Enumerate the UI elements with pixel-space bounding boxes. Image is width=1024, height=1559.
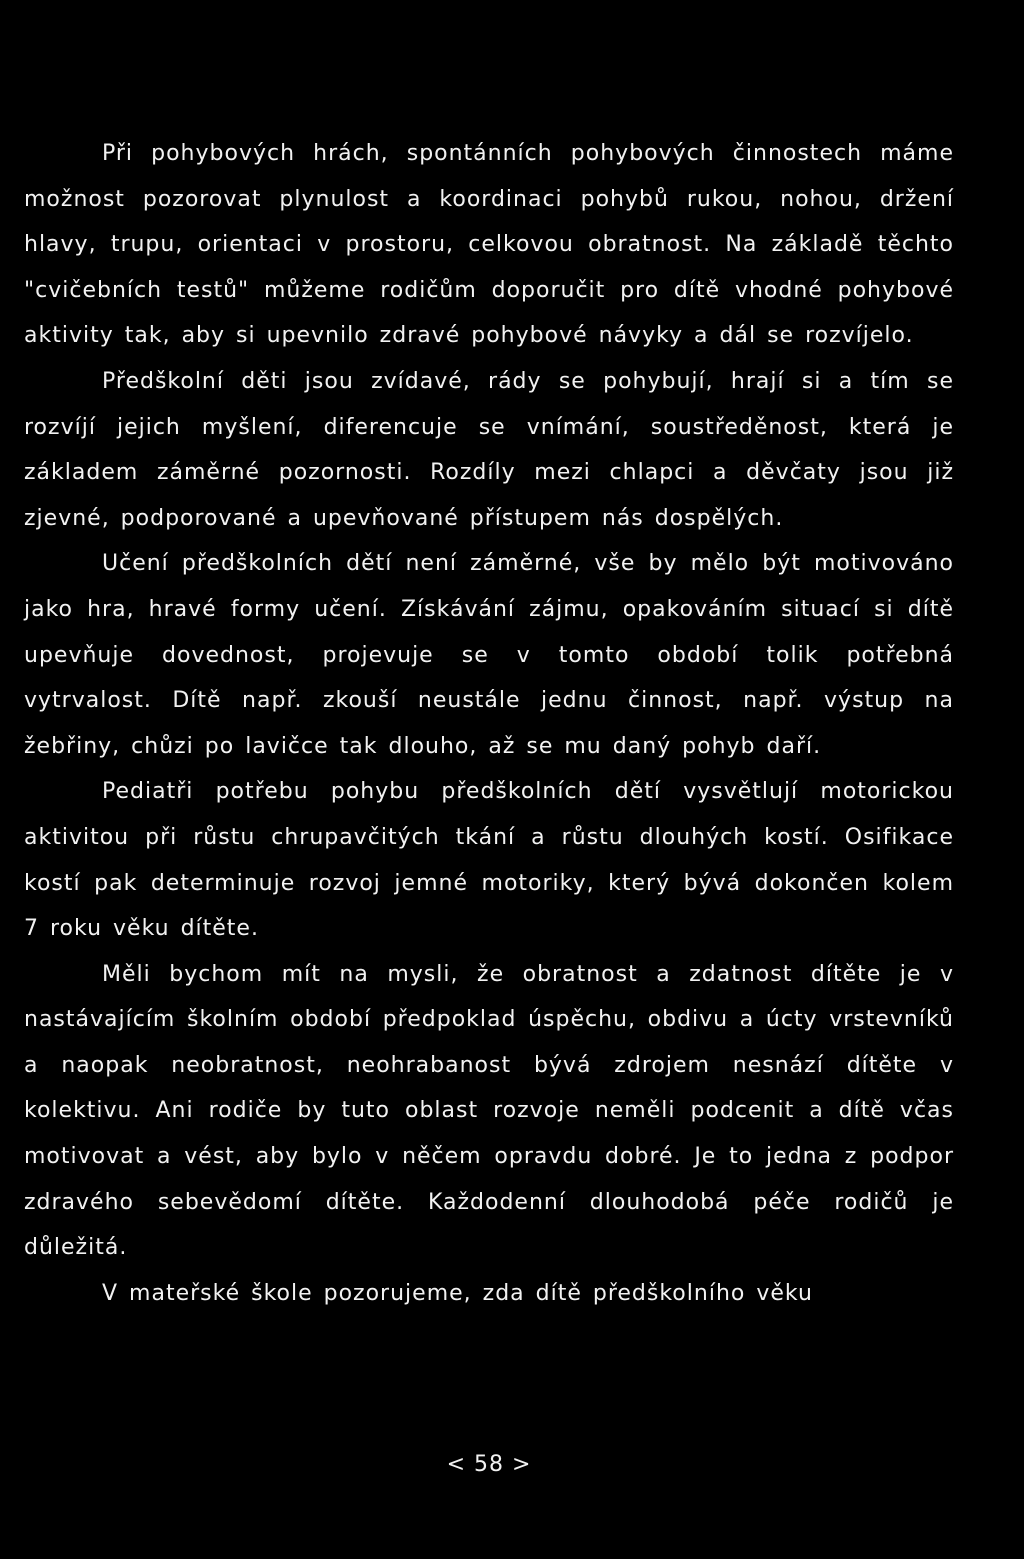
document-body — [24, 131, 954, 1316]
paragraph-5: Měli bychom mít na mysli, že obratnost a zdatnost dítěte je v nastávajícím školním období předpoklad úspěchu, obdivu a úcty vrstevníků a naopak neobratnost, neohrabanost bývá zdrojem nesnází dítěte v kolektivu. Ani rodiče by tuto oblast rozvoje neměli podcenit a dítě včas motivovat a vést, aby bylo v něčem opravdu dobré. Je to jedna z podpor zdravého sebevědomí dítěte. Každodenní dlouhodobá péče rodičů je důležitá. — [24, 961, 954, 1261]
paragraph-1: Při pohybových hrách, spontánních pohybových činnostech máme možnost pozorovat plynulost a koordinaci pohybů rukou, nohou, držení hlavy, trupu, orientaci v prostoru, celkovou obratnost. Na základě těchto "cvičebních testů" můžeme rodičům doporučit pro dítě vhodné pohybové aktivity tak, aby si upevnilo zdravé pohybové návyky a dál se rozvíjelo. — [24, 141, 954, 349]
paragraph-2: Předškolní děti jsou zvídavé, rády se pohybují, hrají si a tím se rozvíjí jejich myšlení, diferencuje se vnímání, soustředěnost, která je základem záměrné pozornosti. Rozdíly mezi chlapci a děvčaty jsou již zjevné, podporované a upevňované přístupem nás dospělých. — [24, 368, 954, 531]
page-number: < 58 > — [446, 1452, 532, 1477]
paragraph-4: Pediatři potřebu pohybu předškolních dětí vysvětlují motorickou aktivitou při růstu chrupavčitých tkání a růstu dlouhých kostí. Osifikace kostí pak determinuje rozvoj jemné motoriky, který bývá dokončen kolem 7 roku věku dítěte. — [24, 779, 954, 942]
paragraph-6: V mateřské škole pozorujeme, zda dítě předškolního věku — [102, 1280, 813, 1306]
paragraph-3: Učení předškolních dětí není záměrné, vše by mělo být motivováno jako hra, hravé formy učení. Získávání zájmu, opakováním situací si dítě upevňuje dovednost, projevuje se v tomto období tolik potřebná vytrvalost. Dítě např. zkouší neustále jednu činnost, např. výstup na žebřiny, chůzi po lavičce tak dlouho, až se mu daný pohyb daří. — [24, 551, 954, 759]
